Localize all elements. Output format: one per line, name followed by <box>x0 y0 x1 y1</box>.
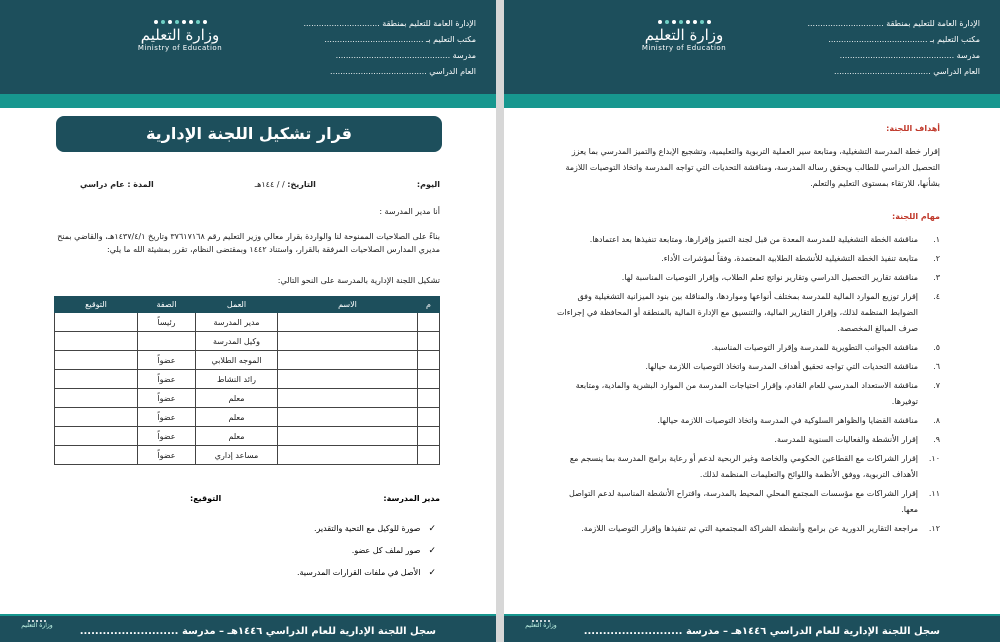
task-text: متابعة تنفيذ الخطة التشغيلية للأنشطة الطلابية المعتمدة، وفقاً لمؤشرات الأداء. <box>661 254 918 263</box>
formation-paragraph: تشكيل اللجنة الإدارية بالمدرسة على النحو التالي: <box>277 276 440 285</box>
table-row <box>55 408 440 427</box>
task-text: إقرار توزيع الموارد المالية للمدرسة بمختلف أنواعها ومواردها، والمناقلة بين بنود الميزانية التشغيلية وفق الضوابط المنظمة لذلك، وإقرار التقارير المالية، والتنسيق مع الإدارة المالية بالمنطقة أو المحافظة في إجراءات صرف المبالغ المخصصة. <box>557 292 918 333</box>
signature-label: التوقيع: <box>190 494 222 503</box>
header-fields <box>790 16 980 80</box>
role-cell: عضواً <box>138 427 196 446</box>
table-row <box>55 370 440 389</box>
task-number: ٤. <box>933 292 940 301</box>
page-header <box>0 0 496 94</box>
work-cell: معلم <box>196 408 278 427</box>
date-value: / / ١٤٤هـ <box>254 180 285 189</box>
distribution-notes <box>297 518 436 584</box>
footer-logo <box>518 620 564 638</box>
date-field <box>255 180 316 189</box>
task-number: ٢. <box>933 254 940 263</box>
page-gutter <box>496 0 504 642</box>
day-label: اليوم: <box>416 180 440 189</box>
decision-paragraph: بناءً على الصلاحيات الممنوحة لنا والواردة بقرار معالي وزير التعليم رقم ٣٧٦١٧١٦٨ وتاريخ ١٤٣٧/٤/١هـ، والقاضي بمنح مديري المدارس الصلاحيات المرفقة بالقرار، واستناد ١٤٤٢ وبمقتضى النظام، تقرر بمشيئة الله ما يلي: <box>57 232 440 254</box>
header-field: العام الدراسي ...................................... <box>330 67 476 76</box>
list-item <box>552 413 940 429</box>
table-row <box>55 313 440 332</box>
col-signature: التوقيع <box>55 297 138 313</box>
members-table <box>54 296 440 465</box>
header-field: الإدارة العامة للتعليم بمنطقة .............................. <box>807 19 980 28</box>
tasks-title: مهام اللجنة: <box>892 212 940 221</box>
task-number: ١٠. <box>928 454 940 463</box>
list-item: ✓ الأصل في ملفات القرارات المدرسية. <box>297 562 436 584</box>
task-number: ٥. <box>933 343 940 352</box>
header-strip <box>0 94 496 108</box>
task-text: إقرار الشراكات مع مؤسسات المجتمع المحلي المحيط بالمدرسة، واقتراح الأنشطة المناسبة لدعم التواصل معها. <box>568 489 918 514</box>
task-number: ١١. <box>928 489 940 498</box>
term-label: المدة : عام دراسي <box>80 180 154 189</box>
role-cell: عضواً <box>138 446 196 465</box>
logo-dots-icon <box>120 20 240 24</box>
table-header-row <box>55 297 440 313</box>
role-cell: عضواً <box>138 370 196 389</box>
footer-text: سجل اللجنة الإدارية للعام الدراسي ١٤٤٦هـ – مدرسة .......................... <box>583 626 940 637</box>
footer-logo <box>14 620 60 638</box>
logo-dots-icon <box>624 20 744 24</box>
work-cell: رائد النشاط <box>196 370 278 389</box>
table-row <box>55 351 440 370</box>
header-field: مدرسة ............................................. <box>839 51 980 60</box>
work-cell: الموجه الطلابي <box>196 351 278 370</box>
list-item: ✓ صورة للوكيل مع التحية والتقدير. <box>297 518 436 540</box>
logo-arabic: وزارة التعليم <box>644 26 724 44</box>
footer-text: سجل اللجنة الإدارية للعام الدراسي ١٤٤٦هـ – مدرسة .......................... <box>79 626 436 637</box>
list-item <box>552 232 940 248</box>
goals-title: أهداف اللجنة: <box>886 124 940 133</box>
page-title: قرار تشكيل اللجنة الإدارية <box>56 116 442 152</box>
page-header <box>504 0 1000 94</box>
signature-row <box>190 494 440 503</box>
task-text: مناقشة الخطة التشغيلية للمدرسة المعدة من قبل لجنة التميز وإقرارها، ومتابعة تنفيذها بعد اعتمادها. <box>589 235 918 244</box>
principal-label: مدير المدرسة: <box>383 494 440 503</box>
header-strip <box>504 94 1000 108</box>
col-work: العمل <box>196 297 278 313</box>
logo-english: Ministry of Education <box>137 44 223 52</box>
table-row <box>55 389 440 408</box>
role-cell: عضواً <box>138 408 196 427</box>
right-page <box>504 0 1000 642</box>
list-item: ✓ صور لملف كل عضو. <box>297 540 436 562</box>
ministry-logo <box>120 20 240 80</box>
list-item <box>552 359 940 375</box>
logo-arabic: وزارة التعليم <box>140 26 220 44</box>
intro-text: أنا مدير المدرسة : <box>379 207 440 216</box>
header-field: مكتب التعليم بـ ....................................... <box>324 35 476 44</box>
role-cell: رئيساً <box>138 313 196 332</box>
task-text: مراجعة التقارير الدورية عن برامج وأنشطة الشراكة المجتمعية التي تم تنفيذها وإقرار التوصيات اللازمة. <box>581 524 918 533</box>
list-item <box>552 378 940 410</box>
ministry-logo <box>624 20 744 80</box>
left-page <box>0 0 496 642</box>
work-cell: معلم <box>196 389 278 408</box>
role-cell: عضواً <box>138 351 196 370</box>
table-row <box>55 446 440 465</box>
page-footer <box>0 616 496 642</box>
header-field: العام الدراسي ...................................... <box>834 67 980 76</box>
list-item <box>552 521 940 537</box>
task-text: إقرار الشراكات مع القطاعين الحكومي والخاصة وغير الربحية لدعم أو رعاية برامج المدرسة بما ينسجم مع الأهداف التربوية، ووفق الأنظمة واللوائح والتعليمات المنظمة لذلك. <box>569 454 918 479</box>
date-label: التاريخ: <box>287 180 316 189</box>
date-row <box>80 180 440 189</box>
list-item <box>552 270 940 286</box>
table-row <box>55 332 440 351</box>
list-item <box>552 251 940 267</box>
task-text: مناقشة الاستعداد المدرسي للعام القادم، وإقرار احتياجات المدرسة من الموارد البشرية والمادية، ومتابعة توفيرها. <box>575 381 918 406</box>
footer-logo-text: وزارة التعليم <box>21 622 53 629</box>
col-name: الاسم <box>278 297 418 313</box>
list-item <box>552 289 940 337</box>
task-text: إقرار الأنشطة والفعاليات السنوية للمدرسة. <box>774 435 918 444</box>
role-cell: عضواً <box>138 389 196 408</box>
list-item <box>552 340 940 356</box>
task-text: مناقشة تقارير التحصيل الدراسي وتقارير نواتج تعلم الطلاب، وإقرار التوصيات المناسبة لها. <box>621 273 918 282</box>
task-text: مناقشة التحديات التي تواجه تحقيق أهداف المدرسة واتخاذ التوصيات اللازمة حيالها. <box>645 362 918 371</box>
logo-english: Ministry of Education <box>641 44 727 52</box>
col-role: الصفة <box>138 297 196 313</box>
work-cell: معلم <box>196 427 278 446</box>
work-cell: وكيل المدرسة <box>196 332 278 351</box>
task-number: ٣. <box>933 273 940 282</box>
task-number: ١٢. <box>928 524 940 533</box>
list-item <box>552 451 940 483</box>
header-field: مدرسة ............................................. <box>335 51 476 60</box>
role-cell <box>138 332 196 351</box>
task-number: ٦. <box>933 362 940 371</box>
goals-text: إقرار خطة المدرسة التشغيلية، ومتابعة سير العملية التربوية والتعليمية، وتشجيع الإبداع والتميز المدرسي بما يعزز التحصيل الدراسي للطالب ويحقق رسالة المدرسة، ومناقشة التحديات التي تواجه المدرسة واتخاذ التوصيات اللازمة بشأنها، للارتقاء بمستوى التعليم والتعلم. <box>565 147 940 188</box>
header-fields <box>286 16 476 80</box>
page-footer <box>504 616 1000 642</box>
work-cell: مساعد إداري <box>196 446 278 465</box>
task-number: ٨. <box>933 416 940 425</box>
col-number: م <box>418 297 440 313</box>
list-item <box>552 486 940 518</box>
task-number: ٧. <box>933 381 940 390</box>
tasks-list <box>552 232 940 540</box>
header-field: الإدارة العامة للتعليم بمنطقة .............................. <box>303 19 476 28</box>
list-item <box>552 432 940 448</box>
header-field: مكتب التعليم بـ ....................................... <box>828 35 980 44</box>
footer-logo-text: وزارة التعليم <box>525 622 557 629</box>
task-text: مناقشة القضايا والظواهر السلوكية في المدرسة واتخاذ التوصيات اللازمة حيالها. <box>657 416 918 425</box>
task-number: ١. <box>933 235 940 244</box>
work-cell: مدير المدرسة <box>196 313 278 332</box>
table-row <box>55 427 440 446</box>
task-text: مناقشة الجوانب التطويرية للمدرسة وإقرار التوصيات المناسبة. <box>711 343 918 352</box>
task-number: ٩. <box>933 435 940 444</box>
